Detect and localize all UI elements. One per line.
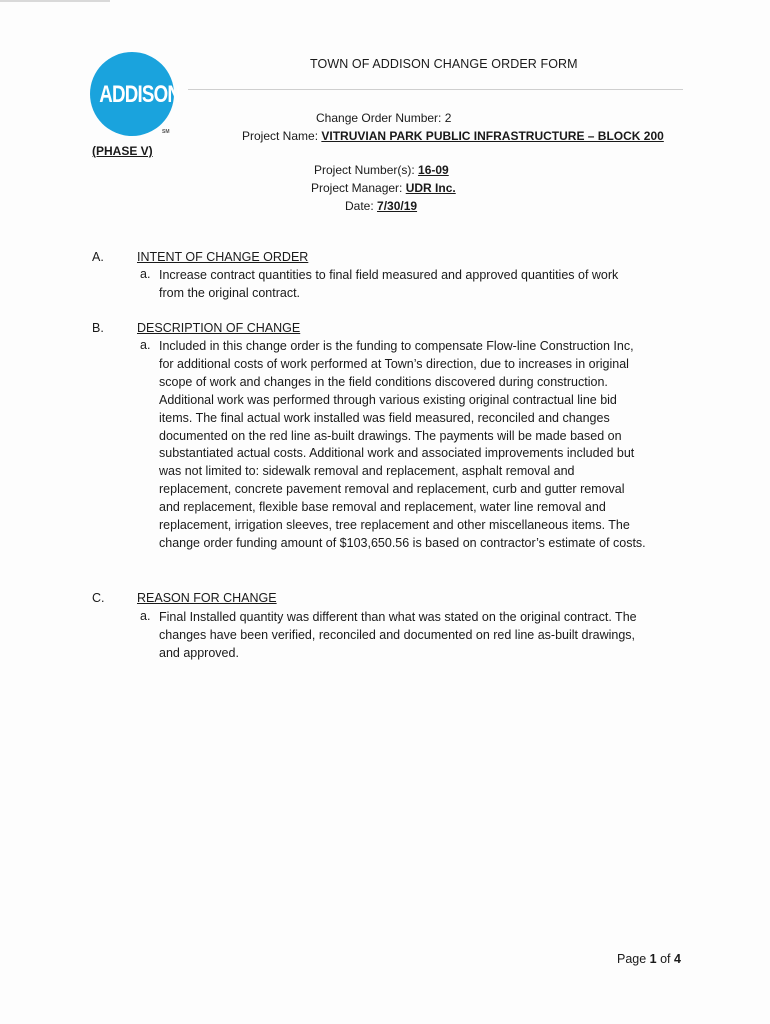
project-number [314, 163, 449, 177]
text-line: change order funding amount of $103,650.56 is based on contractor’s estimate of costs. [159, 535, 646, 550]
text-line: items. The final actual work installed was field measured, reconciled and changes [159, 410, 610, 425]
text-line: for additional costs of work performed at Town’s direction, due to increases in original [159, 356, 629, 371]
text-line: scope of work and changes in the field conditions discovered during construction. [159, 374, 608, 389]
section-b-letter: B. [92, 321, 104, 335]
addison-logo [90, 52, 181, 136]
section-b-item-letter: a. [140, 338, 151, 352]
text-line: was not limited to: sidewalk removal and replacement, asphalt removal and [159, 464, 575, 479]
text-line: documented on the red line as-built drawings. The payments will be made based on [159, 428, 622, 443]
page-prefix: Page [617, 952, 650, 966]
scan-edge-mark [0, 0, 110, 2]
change-order-number [316, 111, 451, 125]
text-line: changes have been verified, reconciled and documented on red line as-built drawings, [159, 627, 635, 642]
change-order-label: Change Order Number: [316, 111, 445, 125]
project-number-label: Project Number(s): [314, 163, 419, 177]
text-line: Increase contract quantities to final field measured and approved quantities of work [159, 268, 619, 282]
section-c-letter: C. [92, 591, 105, 605]
section-a-letter: A. [92, 250, 104, 264]
section-c-item-text [159, 609, 679, 663]
change-order-value: 2 [444, 111, 452, 125]
text-line: substantiated actual costs. Additional work and associated improvements included but [159, 446, 635, 461]
date [345, 199, 417, 213]
page-current: 1 [649, 952, 657, 966]
section-a-title: INTENT OF CHANGE ORDER [137, 250, 309, 264]
text-line: replacement, irrigation sleeves, tree replacement and other miscellaneous items. The [159, 518, 630, 533]
project-manager-label: Project Manager: [311, 181, 406, 195]
section-a-item-text [159, 267, 679, 303]
text-line: and replacement, flexible base removal and replacement, water line removal and [159, 500, 606, 515]
project-number-value: 16-09 [418, 163, 449, 177]
section-c-title: REASON FOR CHANGE [137, 591, 277, 605]
text-line: replacement, concrete pavement removal and replacement, curb and gutter removal [159, 482, 625, 497]
project-manager-value: UDR Inc. [405, 181, 456, 195]
page-number [617, 952, 681, 966]
page-of: of [656, 952, 674, 966]
project-manager [311, 181, 456, 195]
text-line: Additional work was performed through various existing original contractual line bid [159, 392, 617, 407]
project-phase: (PHASE V) [92, 144, 153, 158]
logo-text: ADDISON [99, 81, 181, 108]
text-line: Final Installed quantity was different than what was stated on the original contract. The [159, 610, 637, 624]
date-label: Date: [345, 199, 378, 213]
logo-service-mark: SM [162, 129, 170, 135]
section-c-item-letter: a. [140, 609, 151, 623]
text-line: from the original contract. [159, 285, 301, 300]
section-a-item-letter: a. [140, 267, 151, 281]
section-b-title: DESCRIPTION OF CHANGE [137, 321, 301, 335]
page-total: 4 [674, 952, 681, 966]
text-line: and approved. [159, 645, 239, 660]
project-name [242, 129, 664, 143]
project-name-value: VITRUVIAN PARK PUBLIC INFRASTRUCTURE – BLOCK 200 [321, 129, 664, 143]
section-b-item-text [159, 338, 679, 553]
date-value: 7/30/19 [377, 199, 418, 213]
title-divider [188, 89, 683, 90]
project-name-label: Project Name: [242, 129, 322, 143]
form-title: TOWN OF ADDISON CHANGE ORDER FORM [310, 57, 578, 71]
text-line: Included in this change order is the funding to compensate Flow-line Construction Inc, [159, 339, 634, 353]
